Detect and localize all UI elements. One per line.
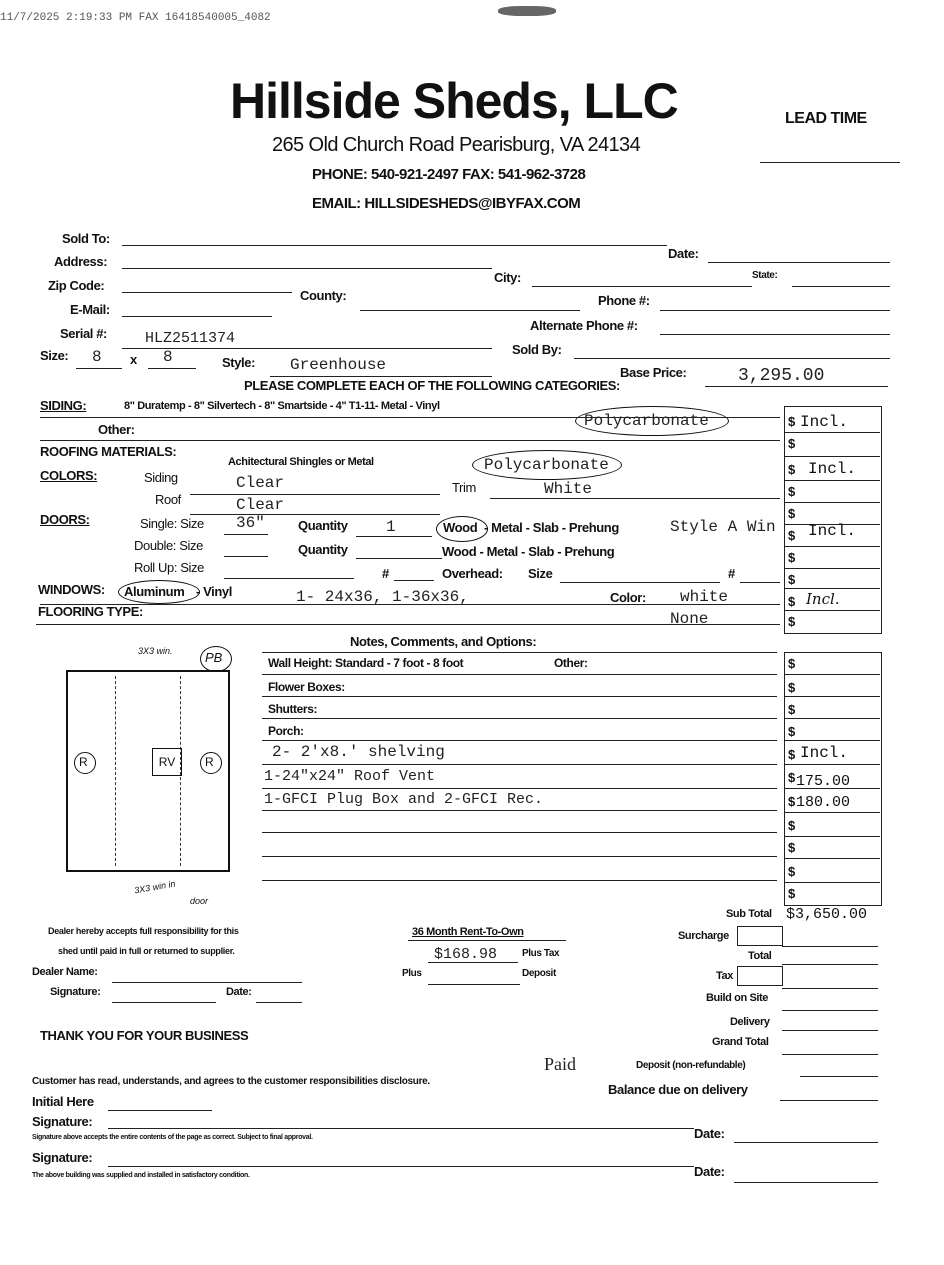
sold-by-label: Sold By:: [512, 342, 562, 357]
address-label: Address:: [54, 254, 108, 269]
notes-dollar: $: [788, 818, 796, 833]
phone-line: [660, 310, 890, 311]
grand-total-label: Grand Total: [712, 1036, 769, 1048]
price-row-line: [784, 610, 880, 611]
sold-to-line: [122, 245, 667, 246]
dealer-disclaimer-1: Dealer hereby accepts full responsibility for this: [48, 926, 239, 936]
trim-value: White: [544, 480, 593, 498]
notes-dollar: $: [788, 702, 796, 717]
note-line-2: 1-24"x24" Roof Vent: [264, 768, 436, 785]
tax-label: Tax: [716, 970, 733, 982]
notes-dollar: $: [788, 656, 796, 671]
doors-label: DOORS:: [40, 512, 90, 527]
delivery-label: Delivery: [730, 1016, 770, 1028]
single-size-line: [224, 534, 268, 535]
customer-disclosure: Customer has read, understands, and agrees to the customer responsibilities disclosure.: [32, 1076, 430, 1087]
size-x: x: [130, 352, 137, 367]
customer-date-line: [734, 1142, 878, 1143]
notes-row-line: [262, 856, 777, 857]
size-width: 8: [92, 348, 102, 366]
email-label: E-Mail:: [70, 302, 110, 317]
price-row-line: [784, 480, 880, 481]
overhead-size-line: [560, 582, 720, 583]
notes-dollar: $: [788, 794, 796, 809]
flower-boxes-label: Flower Boxes:: [268, 680, 345, 694]
state-label: State:: [752, 270, 778, 281]
serial-label: Serial #:: [60, 326, 107, 341]
state-line: [792, 286, 890, 287]
rto-deposit: Deposit: [522, 968, 556, 979]
grand-total-line: [782, 1054, 878, 1055]
flooring-dollar: $: [788, 614, 796, 629]
alt-phone-label: Alternate Phone #:: [530, 318, 638, 333]
notes-row-line: [262, 880, 777, 881]
rto-plus-tax: Plus Tax: [522, 948, 560, 959]
single-qty-line: [356, 536, 432, 537]
price-row-line: [784, 588, 880, 589]
colors-siding-value: Clear: [236, 474, 285, 492]
county-label: County:: [300, 288, 347, 303]
notes-row-line: [262, 788, 777, 789]
customer-date-label: Date:: [694, 1126, 725, 1141]
sketch-bottom-note1: 3X3 win in: [133, 878, 177, 896]
notes-row-line: [262, 740, 777, 741]
windows-value: 1- 24x36, 1-36x36,: [296, 588, 469, 606]
balance-line: [780, 1100, 878, 1101]
notes-row-line: [262, 764, 777, 765]
single-style: Style A Win: [670, 518, 776, 536]
windows-color-label: Color:: [610, 590, 646, 605]
double-options: Wood - Metal - Slab - Prehung: [442, 544, 615, 559]
notes-dollar: $: [788, 840, 796, 855]
colors-label: COLORS:: [40, 468, 98, 483]
rollup-hash-line: [394, 580, 434, 581]
roofing-dollar: $: [788, 462, 796, 477]
rto-plus: Plus: [402, 968, 422, 979]
notes-row-line: [262, 810, 777, 811]
windows-line: [40, 604, 780, 605]
double-qty-line: [356, 558, 442, 559]
sketch-rv: RV: [152, 748, 182, 776]
customer-signature-line: [108, 1128, 694, 1129]
note-price-3: 180.00: [796, 794, 851, 811]
shutters-label: Shutters:: [268, 702, 318, 716]
doors-price: Incl.: [808, 522, 857, 540]
rollup-dollar: $: [788, 572, 796, 587]
dealer-date-label: Date:: [226, 986, 252, 998]
lead-time-line: [760, 162, 900, 163]
size-width-line: [76, 368, 122, 369]
size-label: Size:: [40, 348, 69, 363]
price-row-line: [784, 718, 880, 719]
colors-roof-value: Clear: [236, 496, 285, 514]
sketch-bottom-note2: door: [190, 896, 209, 906]
company-email: EMAIL: HILLSIDESHEDS@IBYFAX.COM: [312, 195, 581, 212]
initial-line: [108, 1110, 212, 1111]
notes-row-line: [262, 674, 777, 675]
company-name: Hillside Sheds, LLC: [230, 73, 678, 129]
notes-dollar: $: [788, 680, 796, 695]
windows-label: WINDOWS:: [38, 582, 105, 597]
flooring-line: [36, 624, 780, 625]
siding-options: 8" Duratemp - 8" Silvertech - 8" Smartside - 4" T1-11- Metal - Vinyl: [124, 400, 440, 412]
overhead-hash: #: [728, 566, 735, 581]
single-size-label: Single: Size: [140, 516, 204, 531]
note-price-1: Incl.: [800, 744, 849, 762]
total-line: [782, 964, 878, 965]
siding-label: SIDING:: [40, 398, 87, 413]
dealer-disclaimer-2: shed until paid in full or returned to supplier.: [58, 946, 235, 956]
notes-dollar: $: [788, 724, 796, 739]
surcharge-box: [737, 926, 783, 946]
signature-note-1: Signature above accepts the entire contents of the page as correct. Subject to final approval.: [32, 1134, 313, 1141]
initial-label: Initial Here: [32, 1094, 94, 1109]
subtotal-label: Sub Total: [726, 908, 772, 920]
notes-row-line: [262, 696, 777, 697]
delivery-line: [782, 1030, 878, 1031]
notes-dollar: $: [788, 747, 796, 762]
double-qty-label: Quantity: [298, 542, 348, 557]
roofing-label: ROOFING MATERIALS:: [40, 444, 177, 459]
size-length-line: [148, 368, 196, 369]
fax-header: 11/7/2025 2:19:33 PM FAX 16418540005_4082: [0, 12, 271, 24]
roofing-options: Achitectural Shingles or Metal: [228, 456, 374, 468]
notes-other-label: Other:: [554, 656, 588, 670]
surcharge-label: Surcharge: [678, 930, 729, 942]
county-line: [360, 310, 580, 311]
thank-you: THANK YOU FOR YOUR BUSINESS: [40, 1028, 249, 1043]
windows-color-value: white: [680, 588, 729, 606]
rto-amount-line: [428, 962, 518, 963]
serial-value: HLZ2511374: [145, 330, 236, 347]
colors-siding-label: Siding: [144, 470, 178, 485]
zip-line: [122, 292, 292, 293]
subtotal-value: $3,650.00: [786, 906, 868, 923]
date-label: Date:: [668, 246, 699, 261]
note-price-2: 175.00: [796, 773, 851, 790]
notes-row-line: [262, 832, 777, 833]
price-row-line: [784, 764, 880, 765]
serial-line: [122, 348, 492, 349]
colors-siding-line: [190, 494, 440, 495]
vinyl-option: - Vinyl: [196, 584, 232, 599]
siding-other-line: [40, 440, 780, 441]
single-qty-value: 1: [386, 518, 396, 536]
colors-dollar: $: [788, 484, 796, 499]
top-smudge: [498, 6, 556, 16]
notes-dollar: $: [788, 886, 796, 901]
dealer-date-line: [256, 1002, 302, 1003]
wood-option: Wood: [443, 520, 478, 535]
city-label: City:: [494, 270, 521, 285]
price-row-line: [784, 812, 880, 813]
rto-amount: $168.98: [434, 946, 498, 963]
base-price-value: 3,295.00: [738, 366, 825, 386]
build-line: [782, 1010, 878, 1011]
notes-dollar: $: [788, 770, 796, 785]
other-dollar: $: [788, 436, 796, 451]
double-size-line: [224, 556, 268, 557]
phone-label: Phone #:: [598, 293, 650, 308]
overhead-hash-line: [740, 582, 780, 583]
rollup-hash: #: [382, 566, 389, 581]
wall-height-label: Wall Height: Standard - 7 foot - 8 foot: [268, 656, 464, 670]
door-options: - Metal - Slab - Prehung: [484, 520, 619, 535]
build-on-site-label: Build on Site: [706, 992, 769, 1004]
categories-heading: PLEASE COMPLETE EACH OF THE FOLLOWING CATEGORIES:: [244, 378, 620, 393]
sketch-dash-left: [115, 676, 116, 866]
sketch-r-left: R: [79, 755, 88, 769]
email-line: [122, 316, 272, 317]
notes-heading: Notes, Comments, and Options:: [350, 634, 537, 649]
style-value: Greenhouse: [290, 356, 387, 374]
price-row-line: [784, 432, 880, 433]
flooring-value: None: [670, 610, 709, 628]
roofing-selected: Polycarbonate: [484, 456, 609, 474]
dealer-signature-label: Signature:: [50, 986, 101, 998]
sketch-top-note: 3X3 win.: [138, 646, 173, 656]
rollup-label: Roll Up: Size: [134, 560, 204, 575]
style-line: [270, 376, 492, 377]
siding-dollar: $: [788, 414, 796, 429]
customer-date2-line: [734, 1182, 878, 1183]
company-address: 265 Old Church Road Pearisburg, VA 24134: [272, 134, 641, 156]
double-size-label: Double: Size: [134, 538, 203, 553]
price-row-line: [784, 546, 880, 547]
price-row-line: [784, 882, 880, 883]
rto-heading: 36 Month Rent-To-Own: [412, 926, 524, 938]
company-phone: PHONE: 540-921-2497 FAX: 541-962-3728: [312, 166, 586, 183]
overhead-label: Overhead:: [442, 566, 503, 581]
sketch-pb: PB: [205, 650, 223, 665]
sold-by-line: [574, 358, 890, 359]
customer-signature2-line: [108, 1166, 694, 1167]
trim-label: Trim: [452, 480, 476, 495]
date-line: [708, 262, 890, 263]
signature-note-2: The above building was supplied and installed in satisfactory condition.: [32, 1172, 250, 1179]
roof-dollar: $: [788, 506, 796, 521]
aluminum-option: Aluminum: [124, 584, 185, 599]
balance-label: Balance due on delivery: [608, 1082, 748, 1097]
single-qty-label: Quantity: [298, 518, 348, 533]
double-dollar: $: [788, 550, 796, 565]
rto-plus-line: [428, 984, 520, 985]
alt-phone-line: [660, 334, 890, 335]
price-row-line: [784, 502, 880, 503]
price-row-line: [784, 568, 880, 569]
price-row-line: [784, 456, 880, 457]
price-row-line: [784, 674, 880, 675]
porch-label: Porch:: [268, 724, 304, 738]
total-label: Total: [748, 950, 772, 962]
sold-to-label: Sold To:: [62, 231, 110, 246]
address-line: [122, 268, 492, 269]
siding-price: Incl.: [800, 413, 849, 431]
price-row-line: [784, 740, 880, 741]
note-line-3: 1-GFCI Plug Box and 2-GFCI Rec.: [264, 791, 544, 808]
deposit-label: Deposit (non-refundable): [636, 1060, 746, 1071]
rollup-line: [224, 578, 354, 579]
notes-dollar: $: [788, 864, 796, 879]
dealer-name-label: Dealer Name:: [32, 966, 98, 978]
deposit-line: [800, 1076, 878, 1077]
paid-note: Paid: [544, 1054, 577, 1074]
customer-signature-label: Signature:: [32, 1114, 93, 1129]
size-length: 8: [163, 348, 173, 366]
doors-dollar: $: [788, 528, 796, 543]
notes-heading-line: [262, 652, 777, 653]
trim-line: [490, 498, 780, 499]
siding-other-label: Other:: [98, 422, 135, 437]
surcharge-line: [782, 946, 878, 947]
colors-roof-label: Roof: [155, 492, 181, 507]
price-row-line: [784, 858, 880, 859]
flooring-label: FLOORING TYPE:: [38, 604, 143, 619]
windows-price: Incl.: [806, 590, 840, 608]
tax-box: [737, 966, 783, 986]
dealer-name-line: [112, 982, 302, 983]
windows-dollar: $: [788, 594, 796, 609]
overhead-size-label: Size: [528, 566, 553, 581]
note-line-1: 2- 2'x8.' shelving: [272, 743, 445, 761]
colors-roof-line: [190, 514, 440, 515]
siding-underline: [40, 417, 780, 418]
notes-row-line: [262, 718, 777, 719]
city-line: [532, 286, 752, 287]
dealer-signature-line: [112, 1002, 216, 1003]
sketch-r-right: R: [205, 755, 214, 769]
base-price-label: Base Price:: [620, 365, 687, 380]
rto-line: [408, 940, 566, 941]
roofing-price: Incl.: [808, 460, 857, 478]
lead-time-label: LEAD TIME: [785, 110, 867, 127]
base-price-line: [705, 386, 888, 387]
customer-date2-label: Date:: [694, 1164, 725, 1179]
style-label: Style:: [222, 355, 256, 370]
price-row-line: [784, 696, 880, 697]
single-size-value: 36": [236, 514, 265, 532]
zip-label: Zip Code:: [48, 278, 105, 293]
customer-signature2-label: Signature:: [32, 1150, 93, 1165]
siding-selected: Polycarbonate: [584, 412, 709, 430]
price-row-line: [784, 836, 880, 837]
tax-line: [782, 988, 878, 989]
